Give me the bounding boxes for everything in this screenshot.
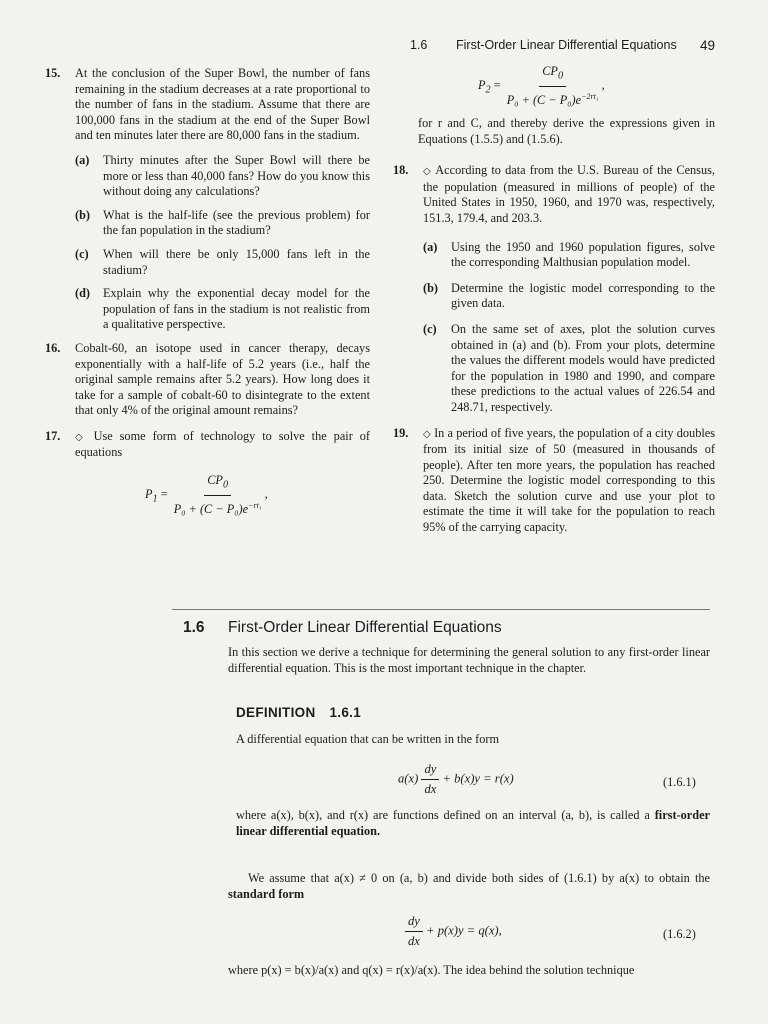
eq-numerator (539, 64, 566, 87)
definition-after (236, 808, 710, 840)
part-text: Explain why the exponential decay model for the population of fans in the stadium is not realistic from a qualitative perspective. (103, 286, 370, 332)
problem-text-body: In a period of five years, the population of a city doubles from its initial size of 50 (measured in thousands of people). After ten more years, the population has reached 250. Determine the logistic model corresponding to this data. Sketch the solution curve and use your plot to estimate the time it will take for the population to reach 95% of the carrying capacity. (423, 425, 716, 535)
problem-number: 17. (45, 428, 61, 443)
problem-17-continued (393, 116, 715, 147)
problem-parts (423, 240, 715, 416)
problem-part (423, 281, 715, 312)
equation-1-6-2 (405, 914, 502, 949)
eq-left: a(x) (398, 771, 419, 786)
eq-right: + b(x)y = r(x) (442, 771, 514, 786)
eq-denominator-exp: −rt₁ (248, 501, 262, 511)
page-number: 49 (699, 38, 715, 53)
problem-part (75, 286, 370, 333)
diamond-marker-icon: ◇ (423, 166, 432, 178)
problem-part (75, 208, 370, 239)
eq-lhs-sub: 1 (152, 493, 158, 505)
problem-19 (393, 426, 715, 536)
problem-part (75, 247, 370, 278)
eq-derivative-num: dy (421, 762, 439, 780)
eq-numerator-sub: 0 (557, 70, 564, 82)
section-number: 1.6 (183, 619, 205, 636)
problem-text (75, 429, 370, 461)
part-text: What is the half-life (see the previous problem) for the fan population in the stadium? (103, 207, 370, 238)
diamond-marker-icon: ◇ (423, 428, 431, 440)
eq-fraction (504, 64, 602, 109)
problem-number: 18. (393, 163, 409, 178)
eq-numerator-text: CP (207, 473, 223, 488)
eq-derivative (405, 914, 423, 949)
part-label: (c) (75, 246, 89, 261)
problem-part (75, 153, 370, 200)
problem-text-body: Use some form of technology to solve the pair of equations (75, 428, 370, 460)
eq-derivative-num: dy (405, 914, 423, 932)
problem-number: 15. (45, 66, 61, 80)
problem-16 (45, 341, 370, 419)
eq-lhs (478, 78, 491, 96)
eq-numerator-sub: 0 (222, 479, 229, 491)
eq-denominator-exp: −2rt₁ (581, 92, 599, 102)
part-label: (a) (423, 239, 438, 254)
closing-paragraph (228, 963, 710, 979)
problem-17 (45, 429, 370, 519)
equation-p1: $P_1$ = $\frac{CP_0}{P_0 + (C - P_0)e^{-rt_1}}$ , (145, 473, 268, 517)
part-label: (a) (75, 152, 90, 167)
section-title: First-Order Linear Differential Equations (228, 619, 502, 636)
definition-after-plain: where a(x), b(x), and r(x) are functions defined on an interval (a, b), is called a (236, 808, 650, 822)
running-head-section-number: 1.6 (410, 38, 428, 52)
part-label: (d) (75, 286, 91, 301)
eq-numerator-text: CP (542, 64, 558, 78)
problem-parts (75, 153, 370, 333)
standard-form-term: standard form (228, 886, 305, 901)
standard-form-paragraph (228, 871, 710, 903)
eq-denominator (171, 496, 265, 518)
problem-text (423, 426, 715, 536)
eq-derivative (421, 762, 439, 797)
eq-derivative-den: dx (408, 934, 420, 948)
section-intro (228, 645, 710, 677)
problem-part (423, 240, 715, 271)
definition-label: DEFINITION (236, 705, 316, 720)
eq-right: + p(x)y = q(x), (426, 923, 502, 938)
part-label: (b) (423, 280, 439, 295)
eq-lhs-symbol: P (478, 78, 486, 93)
problem-number: 19. (393, 425, 409, 440)
eq-denominator (504, 87, 602, 109)
definition-number: 1.6.1 (329, 705, 362, 720)
part-label: (b) (75, 207, 91, 222)
part-text: Determine the logistic model corresponding to the given data. (451, 280, 715, 311)
eq-numerator (204, 473, 231, 496)
definition-heading (236, 705, 361, 720)
problem-number: 16. (45, 340, 61, 355)
standard-form-text (228, 871, 710, 903)
problem-text: Cobalt-60, an isotope used in cancer therapy, decays exponentially with a half-life of 5.2 years (i.e., half the original sample remains after 5.2 years). How long does it take for a sample of cobalt-60 to disintegrate to the extent that only 4% of the original amount remains? (75, 340, 370, 418)
equation-number-1-6-2: (1.6.2) (663, 927, 696, 941)
section-divider (172, 609, 710, 610)
problem-text: for r and C, and thereby derive the expressions given in Equations (1.5.5) and (1.5.6). (418, 116, 715, 146)
right-column (393, 66, 715, 536)
definition-lead-text: A differential equation that can be written in the form (236, 732, 500, 746)
eq-lhs-symbol: P (145, 487, 153, 502)
part-text: When will there be only 15,000 fans left in the stadium? (103, 246, 370, 277)
eq-tail: , (264, 487, 268, 502)
eq-denominator-text: P₀ + (C − P₀)e (173, 502, 249, 517)
problem-text: At the conclusion of the Super Bowl, the number of fans remaining in the stadium decreases at a rate proportional to the number of fans in the stadium. Assume that there are 100,000 fans in the stadium at the end of the Super Bowl and ten minutes later there are 80,000 fans in the stadium. (75, 66, 370, 143)
eq-lhs (145, 487, 158, 505)
running-head-section-title: First-Order Linear Differential Equations (456, 38, 677, 52)
equation-number-1-6-1: (1.6.1) (663, 775, 696, 789)
left-column (45, 66, 370, 527)
diamond-marker-icon: ◇ (75, 431, 87, 443)
part-text: On the same set of axes, plot the solution curves obtained in (a) and (b). From your plots, determine the values the different models would have predicted for the population in 1980 and 1990, and compare these predictions to the actual values of 226.54 and 248.71, respectively. (451, 321, 715, 414)
closing-text: where p(x) = b(x)/a(x) and q(x) = r(x)/a(x). The idea behind the solution technique (228, 963, 635, 977)
definition-after-text (236, 808, 710, 840)
eq-fraction (171, 473, 265, 518)
intro-paragraph: In this section we derive a technique for determining the general solution to any first-order linear differential equation. This is the most important technique in the chapter. (228, 645, 710, 675)
problem-15 (45, 66, 370, 333)
eq-denominator-text: P₀ + (C − P₀)e (506, 93, 582, 108)
standard-form-plain: We assume that a(x) ≠ 0 on (a, b) and divide both sides of (1.6.1) by a(x) to obtain the (248, 871, 710, 885)
part-text: Thirty minutes after the Super Bowl will there be more or less than 40,000 fans? How do you know this without doing any calculations? (103, 152, 370, 199)
part-text: Using the 1950 and 1960 population figures, solve the corresponding Malthusian population model. (451, 239, 715, 270)
problem-text-body: According to data from the U.S. Bureau of the Census, the population (measured in millions of people) of the United States in 1950, 1960, and 1970 was, respectively, 151.3, 179.4, and 203.3. (423, 163, 715, 225)
equation-p2: $P_2$ = $\frac{CP_0}{P_0 + (C - P_0)e^{-2rt_1}}$ , (478, 64, 605, 108)
eq-lhs-sub: 2 (485, 84, 491, 96)
equation-1-6-1 (398, 762, 514, 797)
definition-lead (236, 732, 710, 748)
problem-part (423, 322, 715, 416)
problem-text (423, 163, 715, 226)
eq-derivative-den: dx (424, 782, 437, 796)
problem-18 (393, 163, 715, 415)
definition-term: first-order linear differential equation. (236, 808, 710, 838)
part-label: (c) (423, 321, 437, 336)
eq-tail: , (601, 78, 605, 93)
